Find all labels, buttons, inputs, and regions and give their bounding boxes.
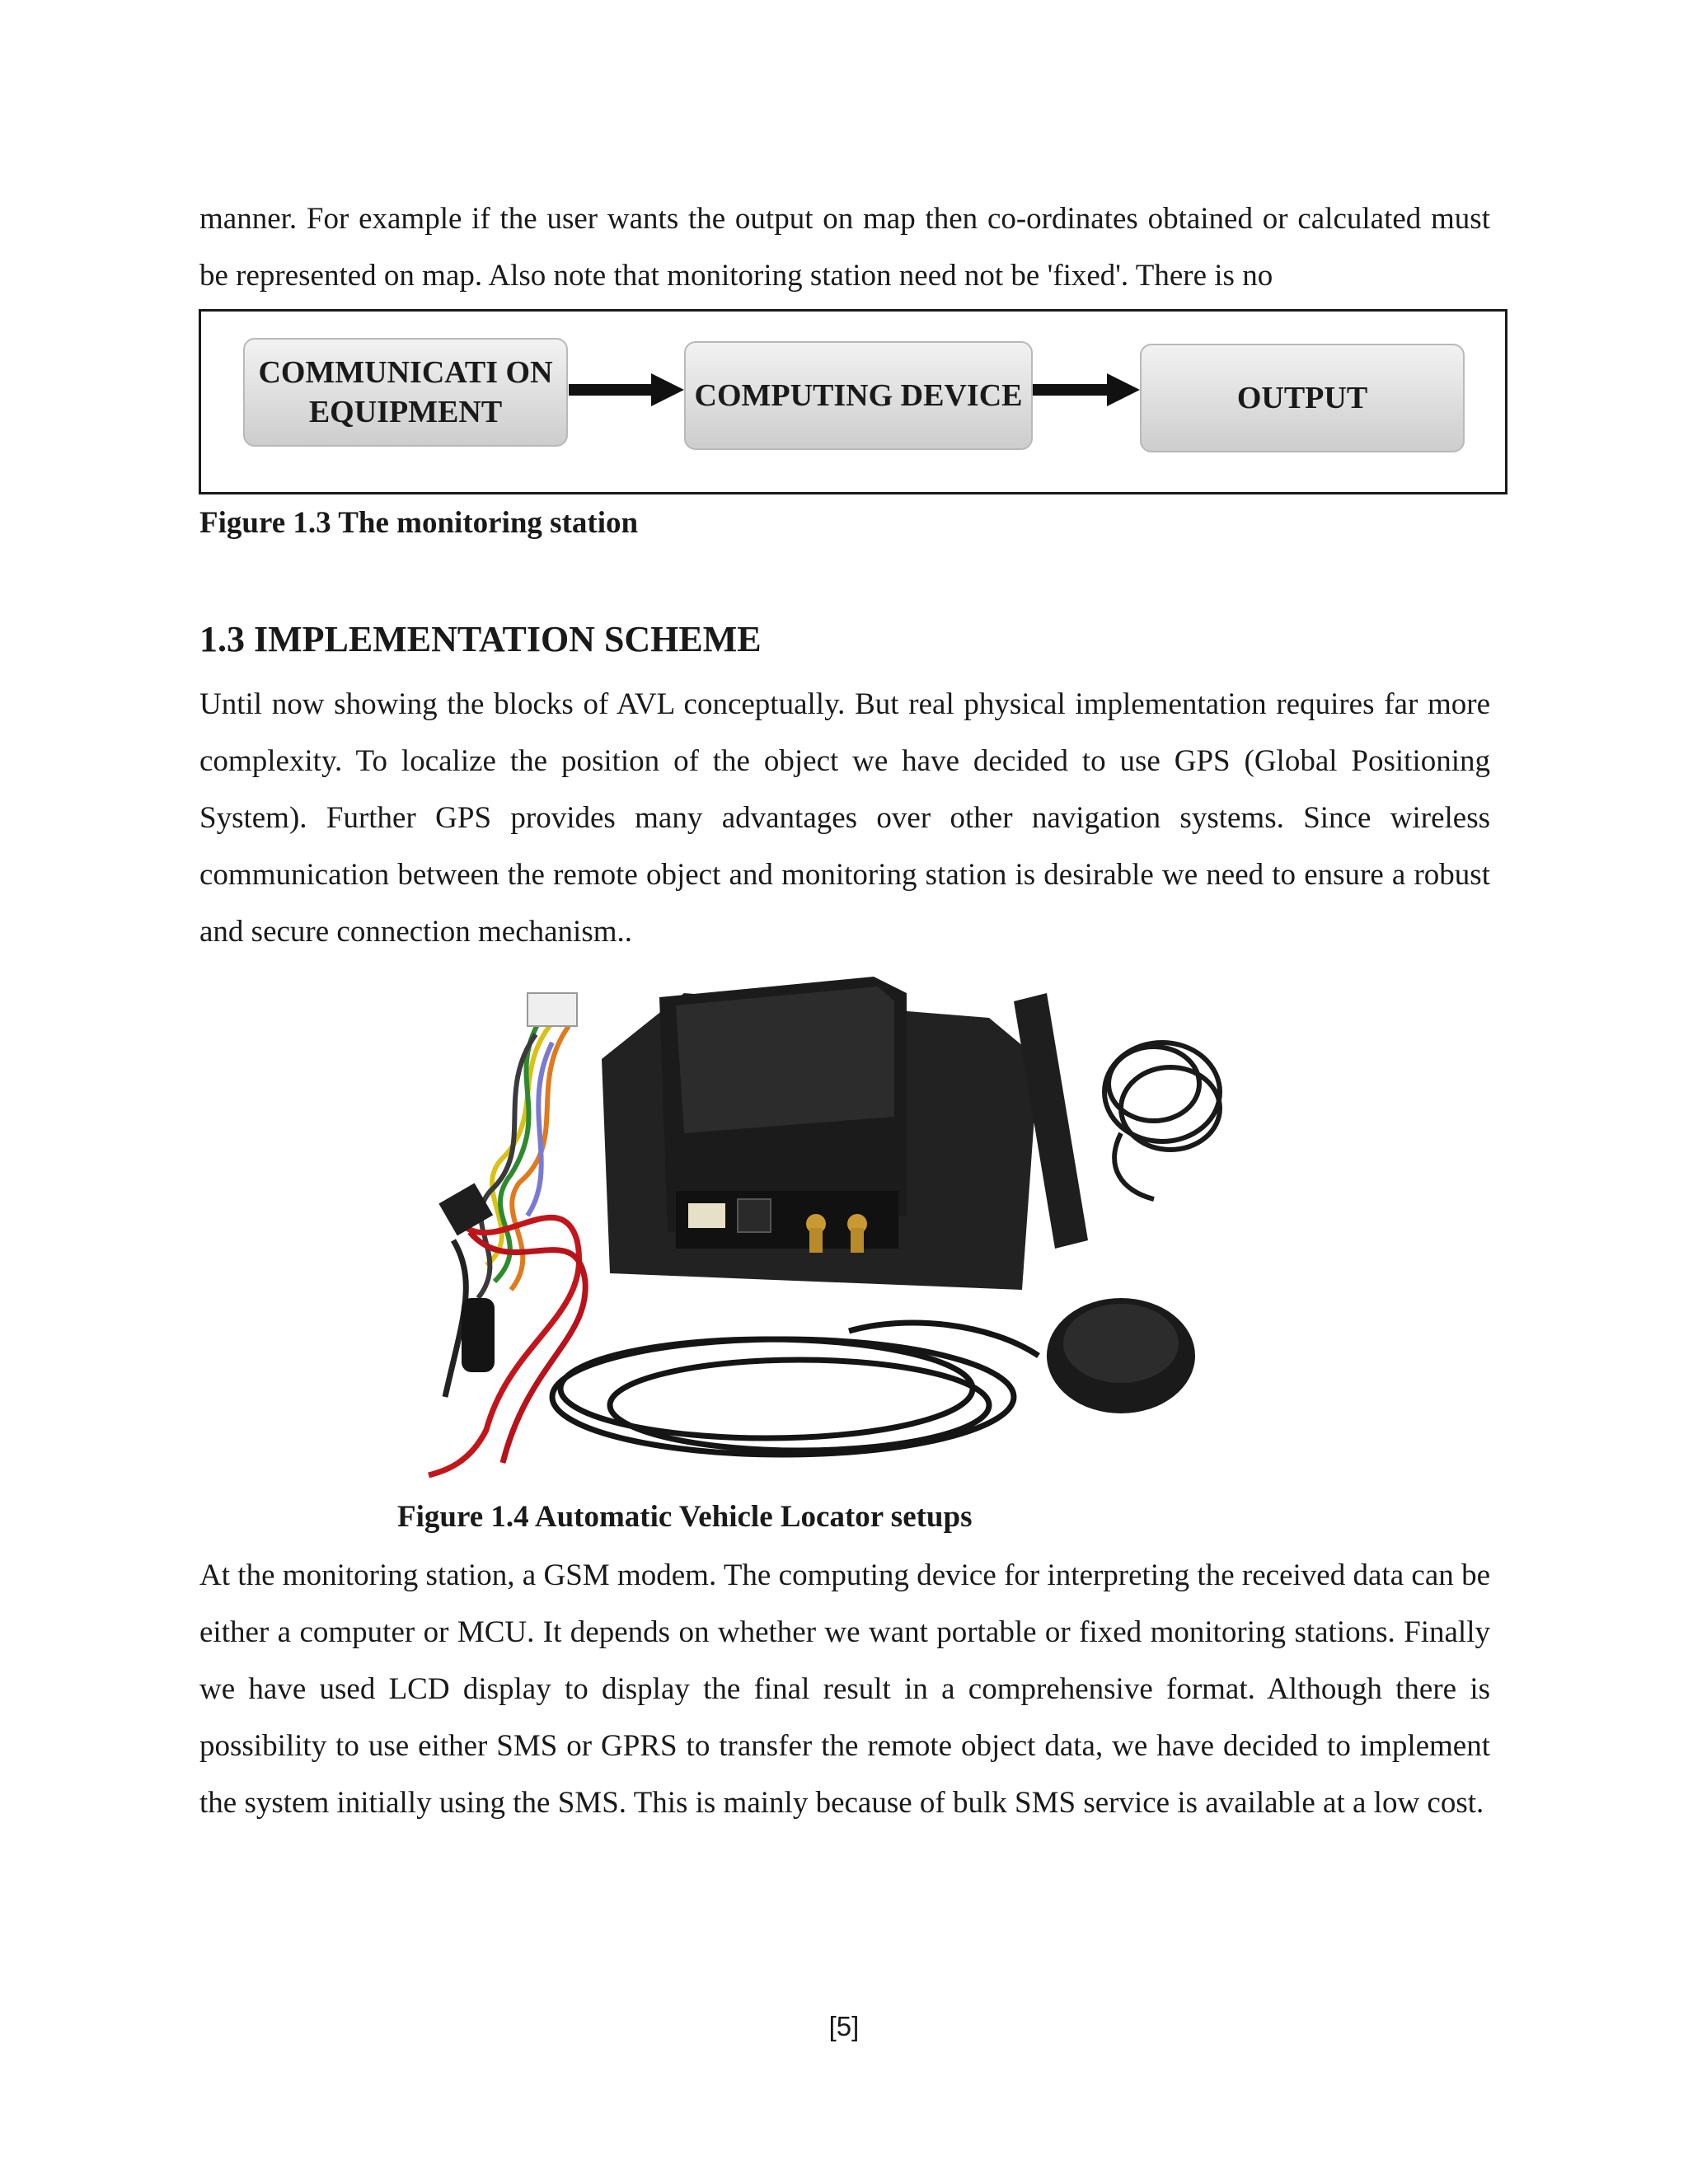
block-communication-equipment: COMMUNICATI ON EQUIPMENT	[243, 338, 568, 447]
paragraph-intro: manner. For example if the user wants the output on map then co-ordinates obtained or calculated must be represented on map. Also note that monitoring station need not be 'fixed'. There is no	[199, 202, 1490, 293]
paragraph-monitoring-station: At the monitoring station, a GSM modem. The computing device for interpreting the received data can be either a computer or MCU. It depends on whether we want portable or fixed monitoring stations. Finally we have used LCD display to display the final result in a comprehensive format. Although there is possibility to use either SMS or GPRS to transfer the remote object data, we have decided to implement the system initially using the SMS. This is mainly because of bulk SMS service is available at a low cost.	[199, 1558, 1490, 1820]
block-output: OUTPUT	[1140, 344, 1465, 452]
block-computing-device: COMPUTING DEVICE	[684, 341, 1033, 450]
paragraph-implementation-scheme: Until now showing the blocks of AVL conceptually. But real physical implementation requires far more complexity. To localize the position of the object we have decided to use GPS (Global Positioning System). Further GPS provides many advantages over other navigation systems. Since wireless communication between the remote object and monitoring station is desirable we need to ensure a robust and secure connection mechanism..	[199, 687, 1490, 949]
avl-device-photo	[412, 968, 1245, 1478]
arrow-right-icon	[1033, 372, 1140, 408]
figure-1-3-caption: Figure 1.3 The monitoring station	[199, 506, 639, 540]
figure-1-4-caption: Figure 1.4 Automatic Vehicle Locator setups	[397, 1500, 973, 1534]
section-heading: 1.3 IMPLEMENTATION SCHEME	[199, 619, 762, 659]
arrow-right-icon	[569, 372, 684, 408]
page-number: [5]	[828, 2011, 860, 2041]
